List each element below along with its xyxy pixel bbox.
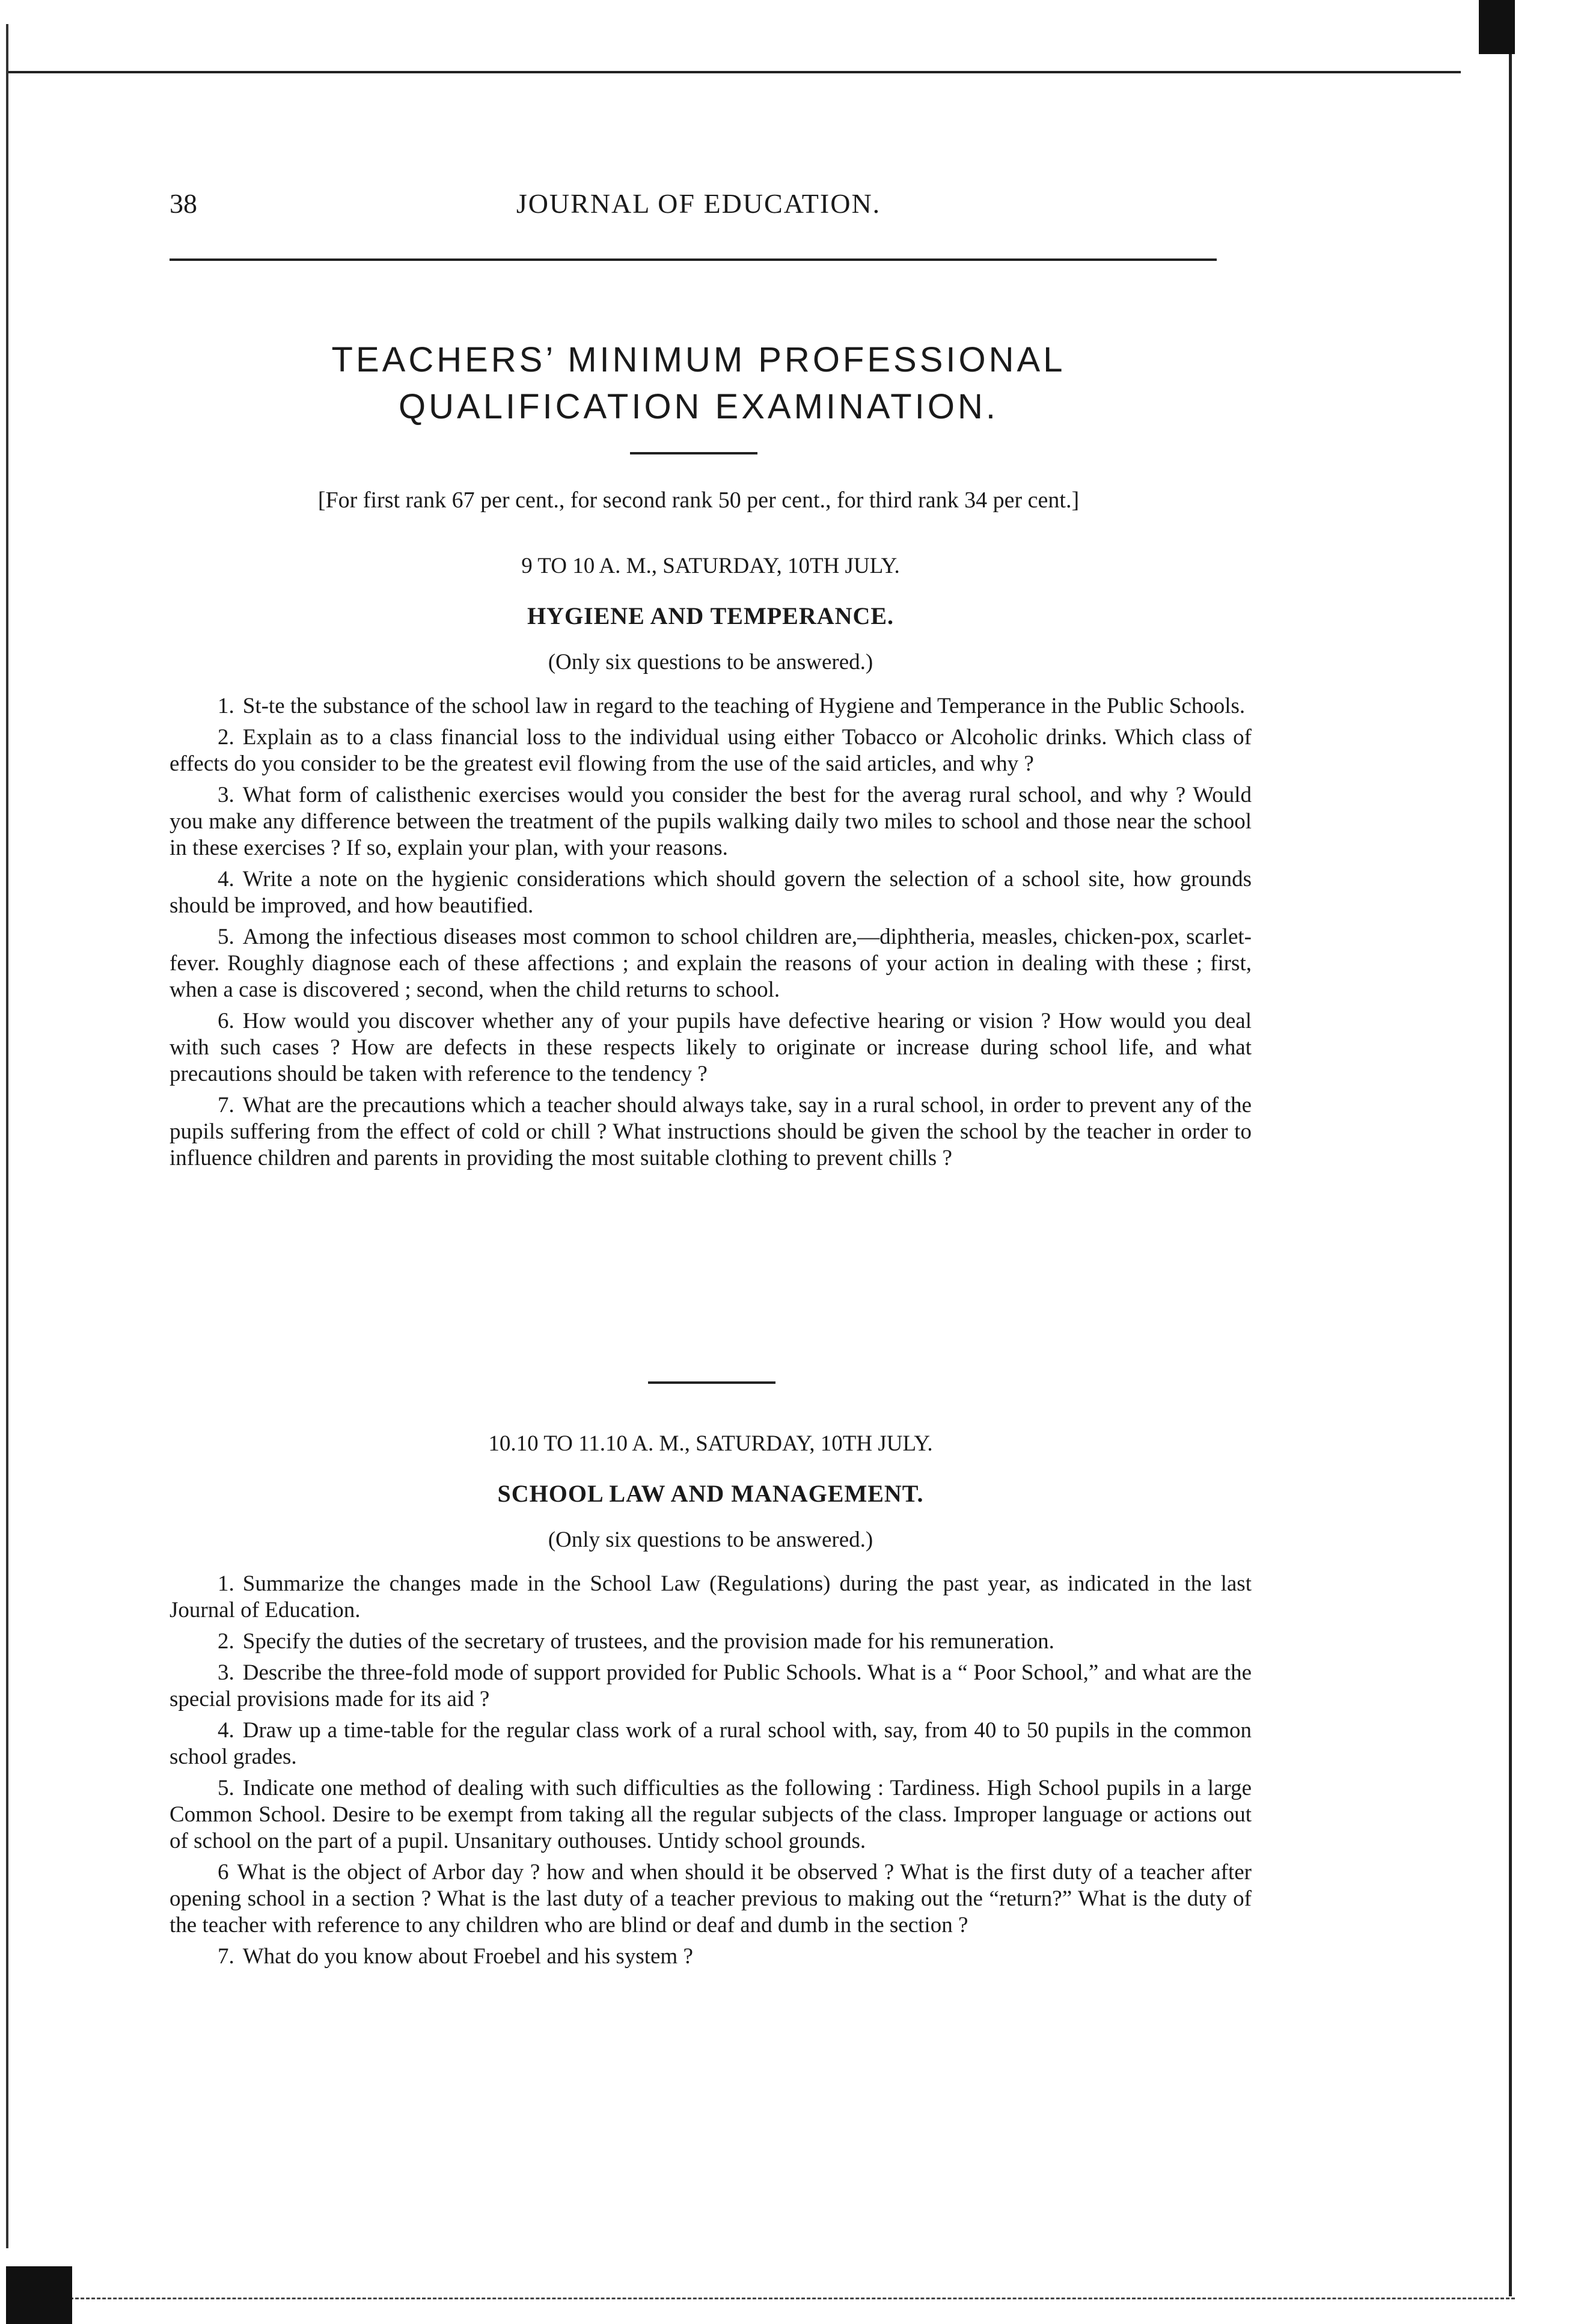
subject-heading: HYGIENE AND TEMPERANCE.	[527, 602, 895, 629]
rank-note: [For first rank 67 per cent., for second rank 50 per cent., for third rank 34 per cent.]	[317, 488, 1080, 513]
question-item: 3. Describe the three-fold mode of support provided for Public Schools. What is a “ Poor School,” and what are the special provisions made for its aid ?	[170, 1660, 1252, 1711]
scan-edge-bottom	[48, 2298, 1515, 2299]
question-item: 1. Summarize the changes made in the School Law (Regulations) during the past year, as indicated in the last Journal of Education.	[170, 1571, 1252, 1622]
scan-edge-top	[6, 71, 1461, 73]
question-item: 7. What do you know about Froebel and his system ?	[218, 1944, 693, 1969]
question-item: 6. How would you discover whether any of your pupils have defective hearing or vision ? How would you deal with such cases ? How are defects in these respects likely to originate or increase during school life, and what precautions should be taken with reference to the tendency ?	[170, 1009, 1252, 1086]
question-item: 6 What is the object of Arbor day ? how and when should it be observed ? What is the first duty of a teacher after opening school in a section ? What is the last duty of a teacher previous to making out the “return?” What is the duty of the teacher with reference to any children who are blind or deaf and dumb in the section ?	[170, 1860, 1252, 1937]
header-rule	[170, 258, 1217, 261]
exam-section	[170, 1431, 1252, 1975]
question-item: 1. St-te the substance of the school law in regard to the teaching of Hygiene and Temperance in the Public Schools.	[218, 694, 1246, 718]
scan-corner-mark	[1479, 0, 1515, 54]
question-list	[170, 693, 1252, 1172]
exam-section	[170, 553, 1252, 1176]
question-item: 3. What form of calisthenic exercises would you consider the best for the averag rural school, and why ? Would you make any difference between the treatment of the pupils walking daily two miles to school and those near the school in these exercises ? If so, explain your plan, with your reasons.	[170, 783, 1252, 860]
question-item: 2. Explain as to a class financial loss to the individual using either Tobacco or Alcoholic drinks. Which class of effects do you consider to be the greatest evil flowing from the use of the said articles, and why ?	[170, 725, 1252, 776]
question-list	[170, 1571, 1252, 1970]
running-head	[170, 188, 1228, 224]
subject-heading: SCHOOL LAW AND MANAGEMENT.	[497, 1480, 924, 1507]
session-time: 10.10 TO 11.10 A. M., SATURDAY, 10TH JULY.	[488, 1431, 933, 1456]
scan-corner-mark	[6, 2266, 72, 2324]
session-time: 9 TO 10 A. M., SATURDAY, 10TH JULY.	[521, 554, 900, 578]
divider-rule	[648, 1381, 775, 1384]
divider-rule	[630, 452, 757, 454]
question-item: 7. What are the precautions which a teacher should always take, say in a rural school, in order to prevent any of the pupils suffering from the effect of cold or chill ? What instructions should be given the school by the teacher in order to influence children and parents in providing the most suitable clothing to prevent chills ?	[170, 1093, 1252, 1170]
title-line: QUALIFICATION EXAMINATION.	[399, 387, 999, 426]
answer-note: (Only six questions to be answered.)	[548, 650, 873, 674]
page-number: 38	[170, 188, 197, 219]
question-item: 5. Indicate one method of dealing with such difficulties as the following : Tardiness. High School pupils in a large Common School. Desire to be exempt from taking all the regular subjects of the class. Improper language or actions out of school on the part of a pupil. Unsanitary outhouses. Untidy school grounds.	[170, 1776, 1252, 1853]
question-item: 2. Specify the duties of the secretary of trustees, and the provision made for his remuneration.	[218, 1629, 1054, 1654]
scan-edge-left	[6, 24, 8, 2248]
question-item: 4. Draw up a time-table for the regular class work of a rural school with, say, from 40 to 50 pupils in the common school grades.	[170, 1718, 1252, 1769]
scan-edge-right	[1509, 36, 1512, 2296]
title-line: TEACHERS’ MINIMUM PROFESSIONAL	[331, 340, 1066, 379]
question-item: 4. Write a note on the hygienic considerations which should govern the selection of a school site, how grounds should be improved, and how beautified.	[170, 867, 1252, 918]
question-item: 5. Among the infectious diseases most common to school children are,—diphtheria, measles, chicken-pox, scarlet-fever. Roughly diagnose each of these affections ; and explain the reasons of your action in dealing with these ; first, when a case is discovered ; second, when the child returns to school.	[170, 925, 1252, 1002]
answer-note: (Only six questions to be answered.)	[548, 1527, 873, 1552]
page-title	[170, 337, 1228, 430]
journal-title: JOURNAL OF EDUCATION.	[516, 188, 881, 219]
